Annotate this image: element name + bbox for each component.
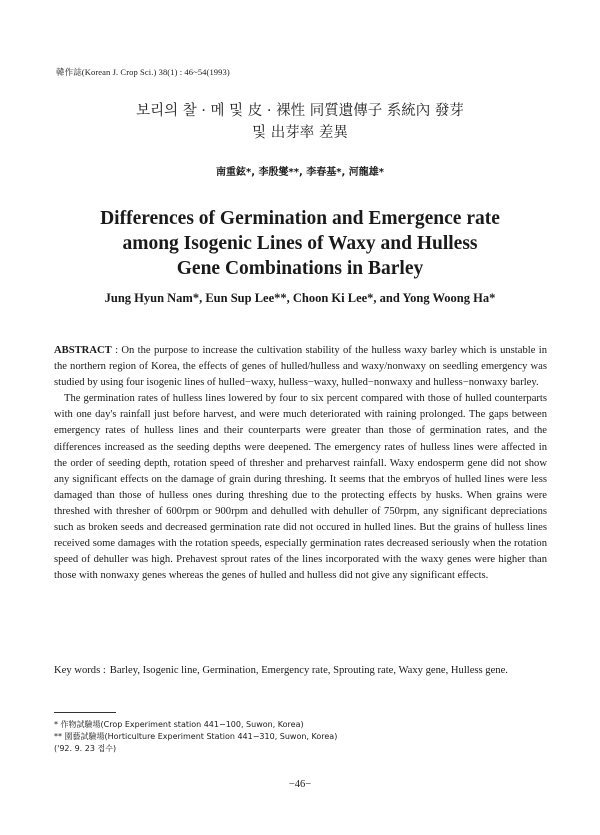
english-authors: Jung Hyun Nam*, Eun Sup Lee**, Choon Ki Lee*, and Yong Woong Ha* — [104, 291, 496, 305]
english-title-line-2: among Isogenic Lines of Waxy and Hulless — [122, 233, 478, 254]
page-number: −46− — [288, 779, 312, 790]
abstract-paragraph-1 — [54, 343, 547, 391]
abstract-label: ABSTRACT — [54, 345, 112, 356]
abstract — [54, 343, 547, 584]
keywords — [54, 663, 549, 679]
english-title-line-3: Gene Combinations in Barley — [176, 258, 424, 279]
korean-title-line-2: 및 出芽率 差異 — [252, 125, 348, 141]
footnote-2: ** 園藝試驗場(Horticulture Experiment Station 441−310, Suwon, Korea) ('92. 9. 23 접수) — [54, 732, 338, 753]
footnotes — [54, 712, 354, 755]
abstract-text-1: : On the purpose to increase the cultivation stability of the hulless waxy barley which is unstable in the northern region of Korea, the effects of genes of hulled/hulless and waxy/nonwaxy on seedling emergency was studied by using four isogenic lines of hulled−waxy, hulless−waxy, hulled−nonwaxy and hulless−nonwaxy barley. — [54, 345, 547, 389]
keywords-text: Barley, Isogenic line, Germination, Emergency rate, Sprouting rate, Waxy gene, Hulless gene. — [109, 665, 508, 676]
journal-reference: 韓作誌(Korean J. Crop Sci.) 38(1) : 46~54(1993) — [56, 67, 230, 77]
korean-authors: 南重鉉*, 李殷燮**, 李春基*, 河龍雄* — [216, 167, 384, 178]
abstract-paragraph-2: The germination rates of hulless lines lowered by four to six percent compared with those of hulled counterparts with one day's rainfall just before harvest, and were much deteriorated with raining prolonged. The gaps between emergency rates of hulless lines and their counterparts were greater than those of germination rates, and the differences increased as the seeding depths were deepened. The emergency rates of hulless lines were affected in the order of seeding depth, rotation speed of thresher and preharvest rainfall. Waxy endosperm gene did not show any significant effects on the damage of grain during threshing. It seems that the embryos of hulled lines were less damaged than those of hulless ones during threshing due to the protecting effects by husks. When grains were threshed with thresher of 600rpm or 900rpm and dehulled with dehuller of 750rpm, any significant depreciations such as broken seeds and decreased germination rate did not occured in hulled lines. But the grains of hulless lines received some damages with the rotation speeds, especially germination rates decreased seriously when the rotation speed of dehuller was high. Prehavest sprout rates of the lines incorporated with the waxy genes were higher than those with nonwaxy genes whereas the genes of hulled and hulless did not give any significant effects. — [54, 393, 547, 582]
english-title-line-1: Differences of Germination and Emergence rate — [100, 208, 500, 229]
footnote-divider — [54, 712, 116, 713]
korean-title-line-1: 보리의 찰 · 메 및 皮 · 裸性 同質遺傳子 系統內 發芽 — [136, 103, 464, 119]
korean-title — [0, 100, 600, 144]
keywords-label: Key words : — [54, 665, 106, 676]
footnote-1: * 作物試驗場(Crop Experiment station 441−100, Suwon, Korea) — [54, 720, 304, 729]
english-title — [0, 206, 600, 281]
